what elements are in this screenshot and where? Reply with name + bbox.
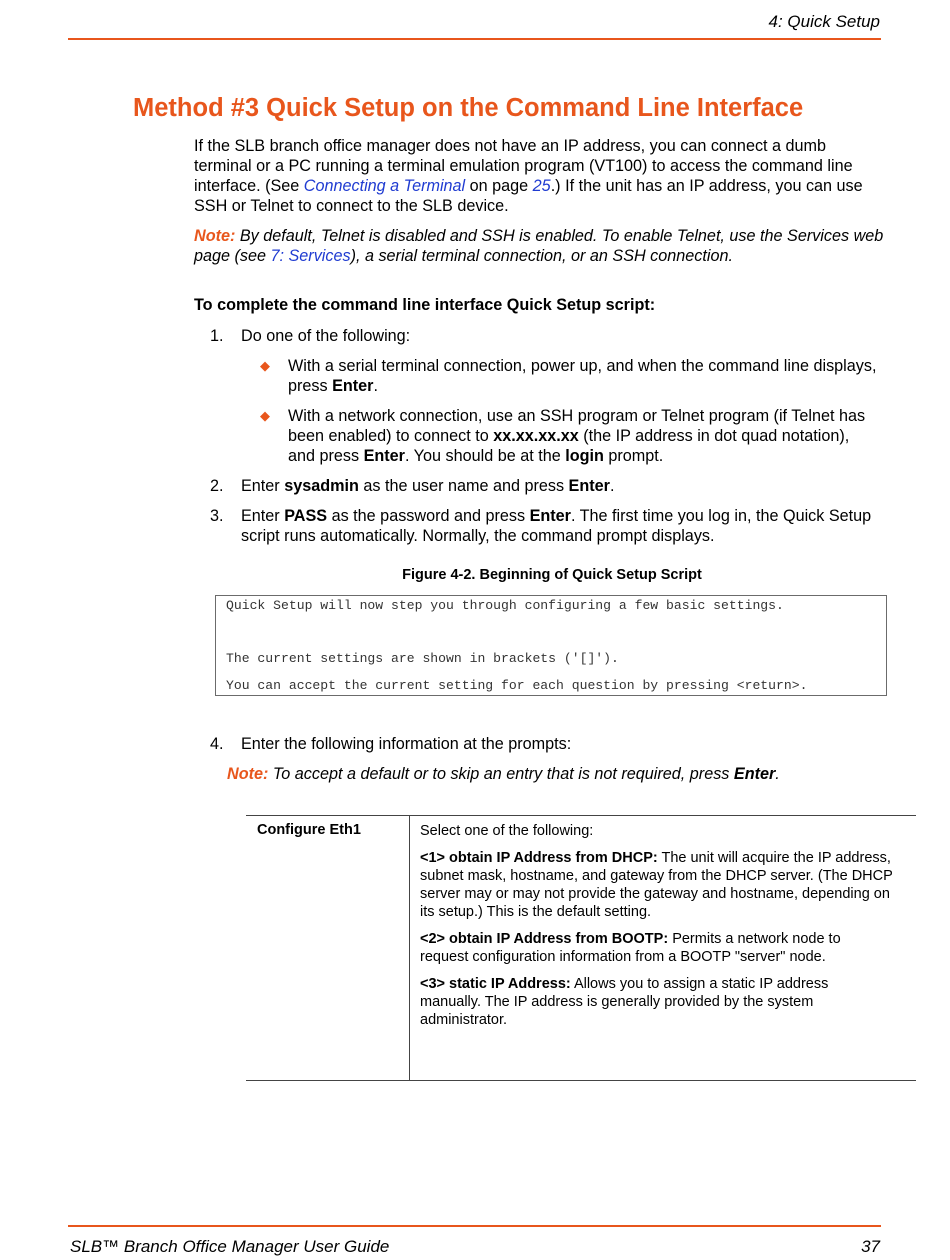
code-block (215, 595, 887, 696)
table-option-dhcp: <1> obtain IP Address from DHCP: The unit will acquire the IP address, subnet mask, hostname, and gateway from the DHCP server. (The DHCP server may or may not provide the gateway and hostname, depending on its setup.) This is the default setting. (420, 850, 893, 920)
intro-paragraph: If the SLB branch office manager does not have an IP address, you can connect a dumb terminal or a PC running a terminal emulation program (VT100) to access the command line interface. (See Connecting a Terminal on page 25.) If the unit has an IP address, you can use SSH or Telnet to connect to the SLB device. (194, 137, 863, 215)
code-line: Quick Setup will now step you through configuring a few basic settings. (226, 598, 784, 613)
diamond-bullet-icon: ◆ (260, 358, 270, 373)
note-default: Note: To accept a default or to skip an entry that is not required, press Enter. (227, 765, 780, 783)
procedure-heading: To complete the command line interface Quick Setup script: (194, 296, 656, 314)
table-option-bootp: <2> obtain IP Address from BOOTP: Permits a network node to request configuration information from a BOOTP "server" node. (420, 931, 841, 965)
code-line: The current settings are shown in brackets ('[]'). (226, 651, 619, 666)
link-page-25[interactable]: 25 (532, 177, 551, 195)
header-rule (68, 38, 881, 40)
link-services[interactable]: 7: Services (270, 247, 351, 265)
figure-caption: Figure 4-2. Beginning of Quick Setup Script (402, 567, 702, 583)
code-line: You can accept the current setting for each question by pressing <return>. (226, 678, 808, 693)
page-number: 37 (861, 1237, 880, 1256)
intro-section (194, 136, 886, 266)
table-row-label: Configure Eth1 (257, 822, 361, 838)
footer-title: SLB™ Branch Office Manager User Guide (70, 1237, 390, 1256)
table-column-divider (409, 815, 410, 1081)
link-connecting-terminal[interactable]: Connecting a Terminal (303, 177, 466, 195)
table-top-rule (246, 815, 916, 816)
table-intro: Select one of the following: (420, 823, 594, 839)
page-title: Method #3 Quick Setup on the Command Line Interface (133, 94, 804, 122)
table-bottom-rule (246, 1080, 916, 1081)
table-option-static: <3> static IP Address: Allows you to assign a static IP address manually. The IP address is generally provided by the system administrator. (420, 976, 829, 1028)
diamond-bullet-icon: ◆ (260, 408, 270, 423)
table-row-content (420, 822, 900, 1038)
footer-rule (68, 1225, 881, 1227)
running-header: 4: Quick Setup (768, 12, 880, 31)
note-paragraph: Note: By default, Telnet is disabled and SSH is enabled. To enable Telnet, use the Services web page (see 7: Services), a serial terminal connection, or an SSH connection. (194, 227, 884, 265)
